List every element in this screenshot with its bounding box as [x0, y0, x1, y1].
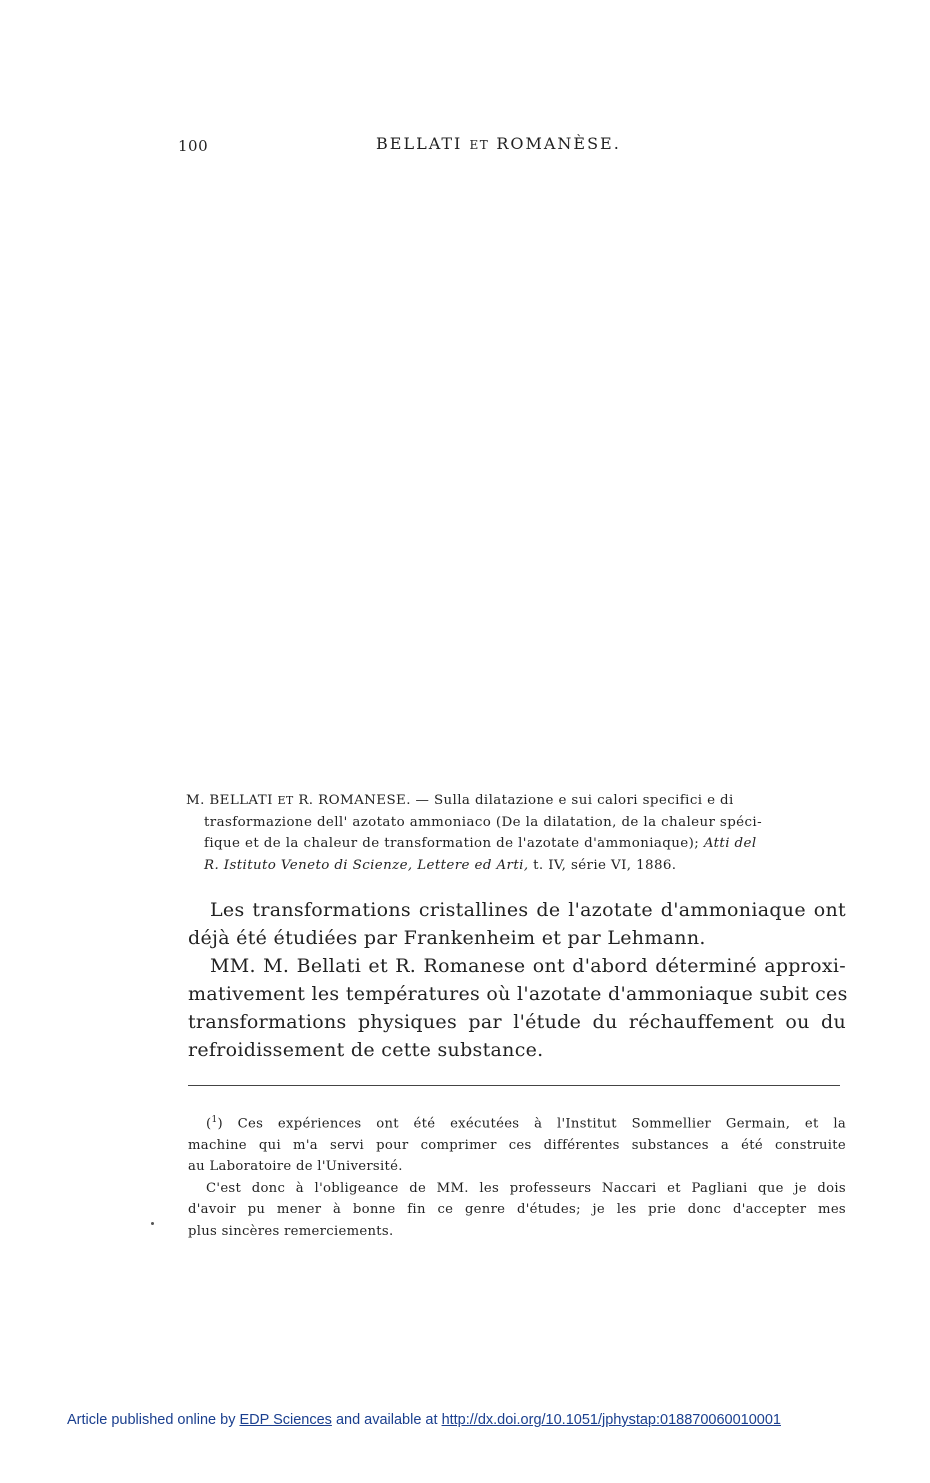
footnote-2-line-2: d'avoir pu mener à bonne fin ce genre d'études; je les prie donc d'accepter mes — [188, 1202, 846, 1218]
reference-author-1: M. BELLATI — [186, 793, 273, 808]
bibliographic-reference — [186, 790, 846, 876]
footnote-1-line-2: machine qui m'a servi pour comprimer ces différentes substances a été construite — [188, 1137, 846, 1153]
doi-link[interactable]: http://dx.doi.org/10.1051/jphystap:018870060010001 — [441, 1412, 781, 1428]
reference-line-3 — [186, 833, 846, 855]
paragraph-2-line-3: transformations physiques par l'étude du réchauffement ou du — [188, 1011, 846, 1033]
running-title-part2: ROMANÈSE. — [496, 134, 621, 153]
footnote-divider — [188, 1085, 840, 1086]
reference-et: ET — [277, 794, 294, 807]
footnote-marker: 1 — [211, 1115, 218, 1125]
footnotes — [188, 1110, 846, 1242]
body-text — [188, 896, 846, 1064]
page-number: 100 — [178, 137, 209, 155]
reference-line-3-text: fique et de la chaleur de transformation de l'azotate d'ammoniaque); — [204, 836, 700, 851]
running-title-part1: BELLATI — [376, 134, 463, 153]
footer-prefix: Article published online by — [67, 1412, 240, 1428]
publisher-link[interactable]: EDP Sciences — [239, 1412, 332, 1428]
publication-footer — [67, 1412, 781, 1428]
running-title — [376, 134, 621, 153]
paragraph-2-line-1: MM. M. Bellati et R. Romanese ont d'abord déterminé approxi- — [210, 955, 846, 977]
paragraph-2-line-2: mativement les températures où l'azotate d'ammoniaque subit ces — [188, 983, 848, 1005]
reference-journal-start: Atti del — [699, 836, 757, 851]
paragraph-1-line-2: déjà été étudiées par Frankenheim et par Lehmann. — [188, 927, 706, 949]
footnote-1-line-1: ($^1$) Ces expériences ont été exécutées à l'Institut Sommellier Germain, et la — [206, 1115, 846, 1132]
footer-middle: and available at — [331, 1412, 442, 1428]
reference-journal-name: R. Istituto Veneto di Scienze, Lettere ed Arti, — [204, 857, 529, 873]
reference-line-1-rest: — Sulla dilatazione e sui calori specifici e di — [410, 793, 734, 808]
footnote-2-line-1: C'est donc à l'obligeance de MM. les professeurs Naccari et Pagliani que je dois — [206, 1180, 846, 1196]
footnote-1-line-1-text: Ces expériences ont été exécutées à l'Institut Sommellier Germain, et la — [222, 1116, 846, 1132]
running-title-et: ET — [469, 138, 490, 152]
paragraph-1-line-1: Les transformations cristallines de l'azotate d'ammoniaque ont — [210, 899, 846, 921]
scan-mark — [151, 1222, 154, 1225]
paragraph-2-line-4: refroidissement de cette substance. — [188, 1039, 544, 1061]
footnote-1-line-3: au Laboratoire de l'Université. — [188, 1159, 403, 1175]
reference-line-1 — [186, 790, 846, 812]
reference-volume: t. IV, série VI, 1886. — [528, 857, 677, 873]
reference-author-2: R. ROMANESE. — [298, 793, 411, 808]
footnote-2-line-3: plus sincères remerciements. — [188, 1223, 394, 1239]
reference-line-2: trasformazione dell' azotato ammoniaco (De la dilatation, de la chaleur spéci- — [204, 814, 763, 830]
reference-line-4 — [186, 855, 846, 877]
